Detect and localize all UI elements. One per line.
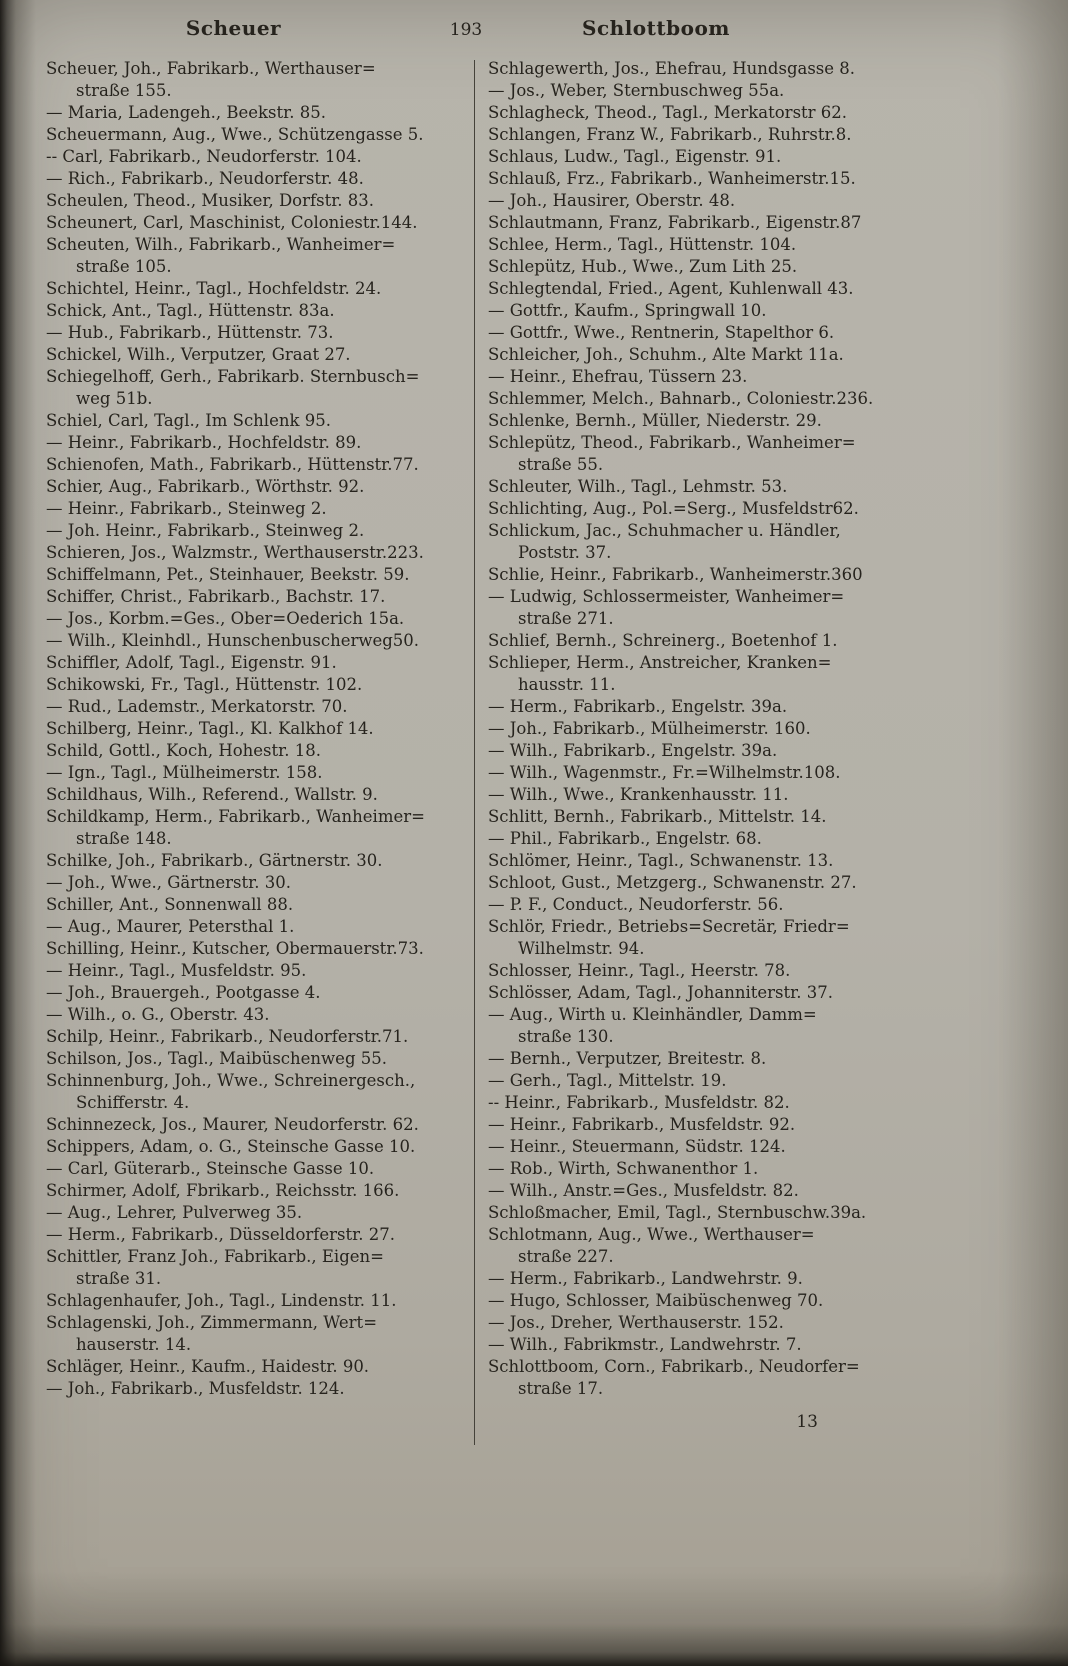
directory-entry-line: Schilke, Joh., Fabrikarb., Gärtnerstr. 30. bbox=[46, 851, 383, 870]
directory-entry-line: Schloßmacher, Emil, Tagl., Sternbuschw.39a. bbox=[488, 1203, 867, 1222]
directory-entry-line: — Heinr., Ehefrau, Tüssern 23. bbox=[488, 367, 748, 386]
directory-entry-line: Scheuermann, Aug., Wwe., Schützengasse 5. bbox=[46, 125, 424, 144]
directory-entry-line: — Aug., Maurer, Petersthal 1. bbox=[46, 917, 295, 936]
entry-continuation-line: weg 51b. bbox=[76, 389, 153, 408]
entry-continuation-line: straße 130. bbox=[518, 1027, 614, 1046]
directory-entry-line: Schlepütz, Theod., Fabrikarb., Wanheimer= bbox=[488, 433, 856, 452]
directory-entry-line: Schiffelmann, Pet., Steinhauer, Beekstr. 59. bbox=[46, 565, 410, 584]
directory-entry-line: — Ludwig, Schlossermeister, Wanheimer= bbox=[488, 587, 845, 606]
directory-entry-line: — Wilh., Wwe., Krankenhausstr. 11. bbox=[488, 785, 789, 804]
directory-entry-line: Schieren, Jos., Walzmstr., Werthauserstr.223. bbox=[46, 543, 424, 562]
directory-entry-line: — Jos., Korbm.=Ges., Ober=Oederich 15a. bbox=[46, 609, 405, 628]
directory-entry-line: -- Heinr., Fabrikarb., Musfeldstr. 82. bbox=[488, 1093, 790, 1112]
right-column bbox=[475, 58, 958, 1449]
directory-entry-line: — Joh., Wwe., Gärtnerstr. 30. bbox=[46, 873, 291, 892]
directory-entry-line: — Joh. Heinr., Fabrikarb., Steinweg 2. bbox=[46, 521, 365, 540]
directory-entry-line: Schlepütz, Hub., Wwe., Zum Lith 25. bbox=[488, 257, 798, 276]
directory-entry-line: Schlitt, Bernh., Fabrikarb., Mittelstr. 14. bbox=[488, 807, 827, 826]
directory-entry-line: Schilberg, Heinr., Tagl., Kl. Kalkhof 14. bbox=[46, 719, 374, 738]
directory-entry-line: — Carl, Güterarb., Steinsche Gasse 10. bbox=[46, 1159, 375, 1178]
directory-entry-line: Schlichting, Aug., Pol.=Serg., Musfeldstr62. bbox=[488, 499, 859, 518]
directory-entry-line: Schlie, Heinr., Fabrikarb., Wanheimerstr.360 bbox=[488, 565, 863, 584]
directory-entry-line: Schlagenski, Joh., Zimmermann, Wert= bbox=[46, 1313, 378, 1332]
directory-entry-line: Scheulen, Theod., Musiker, Dorfstr. 83. bbox=[46, 191, 375, 210]
directory-entry-line: — Wilh., Wagenmstr., Fr.=Wilhelmstr.108. bbox=[488, 763, 841, 782]
directory-entry-line: — Heinr., Fabrikarb., Musfeldstr. 92. bbox=[488, 1115, 796, 1134]
directory-entry-line: — P. F., Conduct., Neudorferstr. 56. bbox=[488, 895, 784, 914]
directory-entry-line: Schinnenburg, Joh., Wwe., Schreinergesch., bbox=[46, 1071, 416, 1090]
directory-entry-line: Schildkamp, Herm., Fabrikarb., Wanheimer= bbox=[46, 807, 425, 826]
running-header bbox=[46, 16, 958, 40]
entry-continuation-line: Wilhelmstr. 94. bbox=[518, 939, 645, 958]
directory-entry-line: Schlemmer, Melch., Bahnarb., Coloniestr.236. bbox=[488, 389, 874, 408]
entry-continuation-line: straße 155. bbox=[76, 81, 172, 100]
directory-entry-line: — Joh., Brauergeh., Pootgasse 4. bbox=[46, 983, 321, 1002]
directory-entry-line: Schiel, Carl, Tagl., Im Schlenk 95. bbox=[46, 411, 331, 430]
directory-entry-line: — Ign., Tagl., Mülheimerstr. 158. bbox=[46, 763, 323, 782]
directory-entry-line: — Joh., Fabrikarb., Musfeldstr. 124. bbox=[46, 1379, 345, 1398]
directory-entry-line: Schichtel, Heinr., Tagl., Hochfeldstr. 24. bbox=[46, 279, 382, 298]
directory-entry-line: Schlömer, Heinr., Tagl., Schwanenstr. 13. bbox=[488, 851, 834, 870]
directory-entry-line: Schlenke, Bernh., Müller, Niederstr. 29. bbox=[488, 411, 822, 430]
directory-entry-line: Schiffler, Adolf, Tagl., Eigenstr. 91. bbox=[46, 653, 337, 672]
entry-continuation-line: Poststr. 37. bbox=[518, 543, 612, 562]
two-column-text-block bbox=[46, 58, 958, 1449]
directory-entry-line: Schläger, Heinr., Kaufm., Haidestr. 90. bbox=[46, 1357, 370, 1376]
directory-entry-line: — Joh., Hausirer, Oberstr. 48. bbox=[488, 191, 736, 210]
left-column bbox=[46, 58, 474, 1449]
directory-entry-line: Schlosser, Heinr., Tagl., Heerstr. 78. bbox=[488, 961, 791, 980]
directory-entry-line: Schlieper, Herm., Anstreicher, Kranken= bbox=[488, 653, 832, 672]
directory-entry-line: — Heinr., Tagl., Musfeldstr. 95. bbox=[46, 961, 307, 980]
directory-entry-line: Schild, Gottl., Koch, Hohestr. 18. bbox=[46, 741, 321, 760]
directory-entry-line: Schilling, Heinr., Kutscher, Obermauerstr.73. bbox=[46, 939, 424, 958]
directory-entry-line: Schiffer, Christ., Fabrikarb., Bachstr. 17. bbox=[46, 587, 386, 606]
directory-entry-line: — Aug., Wirth u. Kleinhändler, Damm= bbox=[488, 1005, 817, 1024]
directory-entry-line: Schildhaus, Wilh., Referend., Wallstr. 9. bbox=[46, 785, 378, 804]
entry-continuation-line: straße 105. bbox=[76, 257, 172, 276]
directory-entry-line: — Rud., Lademstr., Merkatorstr. 70. bbox=[46, 697, 348, 716]
directory-entry-line: — Aug., Lehrer, Pulverweg 35. bbox=[46, 1203, 303, 1222]
directory-entry-line: Scheuten, Wilh., Fabrikarb., Wanheimer= bbox=[46, 235, 396, 254]
page-text-area bbox=[46, 16, 958, 1449]
directory-entry-line: — Bernh., Verputzer, Breitestr. 8. bbox=[488, 1049, 767, 1068]
directory-entry-line: Schleuter, Wilh., Tagl., Lehmstr. 53. bbox=[488, 477, 788, 496]
directory-entry-line: Schlottboom, Corn., Fabrikarb., Neudorfer= bbox=[488, 1357, 860, 1376]
directory-entry-line: Schlaus, Ludw., Tagl., Eigenstr. 91. bbox=[488, 147, 782, 166]
directory-entry-line: Schiegelhoff, Gerh., Fabrikarb. Sternbusch= bbox=[46, 367, 420, 386]
directory-entry-line: Schlösser, Adam, Tagl., Johanniterstr. 37. bbox=[488, 983, 833, 1002]
directory-entry-line: Schienofen, Math., Fabrikarb., Hüttenstr.77. bbox=[46, 455, 419, 474]
directory-entry-line: — Phil., Fabrikarb., Engelstr. 68. bbox=[488, 829, 762, 848]
directory-entry-line: Schilson, Jos., Tagl., Maibüschenweg 55. bbox=[46, 1049, 387, 1068]
directory-entry-line: Schlee, Herm., Tagl., Hüttenstr. 104. bbox=[488, 235, 797, 254]
directory-entry-line: Schickel, Wilh., Verputzer, Graat 27. bbox=[46, 345, 351, 364]
page-number: 193 bbox=[449, 20, 483, 40]
directory-entry-line: — Rich., Fabrikarb., Neudorferstr. 48. bbox=[46, 169, 364, 188]
directory-entry-line: — Heinr., Fabrikarb., Hochfeldstr. 89. bbox=[46, 433, 362, 452]
directory-entry-line: Scheunert, Carl, Maschinist, Coloniestr.144. bbox=[46, 213, 418, 232]
entry-continuation-line: straße 17. bbox=[518, 1379, 604, 1398]
directory-entry-line: Schlagheck, Theod., Tagl., Merkatorstr 62. bbox=[488, 103, 848, 122]
signature-mark: 13 bbox=[796, 1412, 818, 1432]
directory-entry-line: Schippers, Adam, o. G., Steinsche Gasse 10. bbox=[46, 1137, 416, 1156]
directory-entry-line: — Heinr., Fabrikarb., Steinweg 2. bbox=[46, 499, 327, 518]
directory-entry-line: Schleicher, Joh., Schuhm., Alte Markt 11a. bbox=[488, 345, 844, 364]
directory-entry-line: Schinnezeck, Jos., Maurer, Neudorferstr. 62. bbox=[46, 1115, 419, 1134]
directory-entry-line: — Gottfr., Kaufm., Springwall 10. bbox=[488, 301, 767, 320]
running-header-left-keyword: Scheuer bbox=[185, 16, 282, 40]
entry-continuation-line: Schifferstr. 4. bbox=[76, 1093, 190, 1112]
directory-entry-line: Schlief, Bernh., Schreinerg., Boetenhof 1. bbox=[488, 631, 838, 650]
directory-entry-line: — Herm., Fabrikarb., Engelstr. 39a. bbox=[488, 697, 788, 716]
directory-entry-line: Schlangen, Franz W., Fabrikarb., Ruhrstr.8. bbox=[488, 125, 852, 144]
directory-entry-line: Schittler, Franz Joh., Fabrikarb., Eigen= bbox=[46, 1247, 384, 1266]
directory-entry-line: Schlagewerth, Jos., Ehefrau, Hundsgasse 8. bbox=[488, 59, 856, 78]
directory-entry-line: — Heinr., Steuermann, Südstr. 124. bbox=[488, 1137, 786, 1156]
directory-entry-line: — Hugo, Schlosser, Maibüschenweg 70. bbox=[488, 1291, 824, 1310]
directory-entry-line: Schlagenhaufer, Joh., Tagl., Lindenstr. 11. bbox=[46, 1291, 397, 1310]
entry-continuation-line: straße 55. bbox=[518, 455, 604, 474]
entry-continuation-line: hausstr. 11. bbox=[518, 675, 616, 694]
directory-entry-line: — Gottfr., Wwe., Rentnerin, Stapelthor 6. bbox=[488, 323, 835, 342]
directory-entry-line: Schlauß, Frz., Fabrikarb., Wanheimerstr.15. bbox=[488, 169, 856, 188]
directory-entry-line: -- Carl, Fabrikarb., Neudorferstr. 104. bbox=[46, 147, 362, 166]
directory-entry-line: — Joh., Fabrikarb., Mülheimerstr. 160. bbox=[488, 719, 811, 738]
directory-entry-line: Schiller, Ant., Sonnenwall 88. bbox=[46, 895, 294, 914]
directory-entry-line: Schlautmann, Franz, Fabrikarb., Eigenstr.87 bbox=[488, 213, 862, 232]
entry-continuation-line: hauserstr. 14. bbox=[76, 1335, 192, 1354]
directory-entry-line: — Jos., Dreher, Werthauserstr. 152. bbox=[488, 1313, 784, 1332]
directory-entry-line: — Rob., Wirth, Schwanenthor 1. bbox=[488, 1159, 759, 1178]
directory-entry-line: — Herm., Fabrikarb., Landwehrstr. 9. bbox=[488, 1269, 803, 1288]
right-column-entries bbox=[488, 58, 958, 1400]
directory-entry-line: — Herm., Fabrikarb., Düsseldorferstr. 27. bbox=[46, 1225, 395, 1244]
directory-entry-line: Schikowski, Fr., Tagl., Hüttenstr. 102. bbox=[46, 675, 363, 694]
entry-continuation-line: straße 227. bbox=[518, 1247, 614, 1266]
running-header-right-keyword: Schlottboom bbox=[582, 16, 730, 40]
directory-entry-line: — Maria, Ladengeh., Beekstr. 85. bbox=[46, 103, 326, 122]
directory-entry-line: Schloot, Gust., Metzgerg., Schwanenstr. 27. bbox=[488, 873, 857, 892]
directory-entry-line: — Jos., Weber, Sternbuschweg 55a. bbox=[488, 81, 785, 100]
entry-continuation-line: straße 148. bbox=[76, 829, 172, 848]
entry-continuation-line: straße 271. bbox=[518, 609, 614, 628]
directory-entry-line: Schilp, Heinr., Fabrikarb., Neudorferstr.71. bbox=[46, 1027, 409, 1046]
directory-entry-line: Schirmer, Adolf, Fbrikarb., Reichsstr. 166. bbox=[46, 1181, 400, 1200]
directory-entry-line: Schlickum, Jac., Schuhmacher u. Händler, bbox=[488, 521, 841, 540]
entry-continuation-line: straße 31. bbox=[76, 1269, 162, 1288]
directory-entry-line: — Wilh., o. G., Oberstr. 43. bbox=[46, 1005, 270, 1024]
directory-entry-line: Schlotmann, Aug., Wwe., Werthauser= bbox=[488, 1225, 815, 1244]
directory-entry-line: Schlegtendal, Fried., Agent, Kuhlenwall 43. bbox=[488, 279, 854, 298]
directory-entry-line: Scheuer, Joh., Fabrikarb., Werthauser= bbox=[46, 59, 376, 78]
directory-entry-line: Schlör, Friedr., Betriebs=Secretär, Friedr= bbox=[488, 917, 850, 936]
directory-entry-line: — Gerh., Tagl., Mittelstr. 19. bbox=[488, 1071, 727, 1090]
directory-entry-line: — Wilh., Fabrikarb., Engelstr. 39a. bbox=[488, 741, 778, 760]
directory-entry-line: — Wilh., Fabrikmstr., Landwehrstr. 7. bbox=[488, 1335, 802, 1354]
directory-entry-line: Schick, Ant., Tagl., Hüttenstr. 83a. bbox=[46, 301, 335, 320]
directory-entry-line: Schier, Aug., Fabrikarb., Wörthstr. 92. bbox=[46, 477, 365, 496]
directory-entry-line: — Hub., Fabrikarb., Hüttenstr. 73. bbox=[46, 323, 334, 342]
directory-entry-line: — Wilh., Kleinhdl., Hunschenbuscherweg50. bbox=[46, 631, 420, 650]
directory-entry-line: — Wilh., Anstr.=Ges., Musfeldstr. 82. bbox=[488, 1181, 799, 1200]
